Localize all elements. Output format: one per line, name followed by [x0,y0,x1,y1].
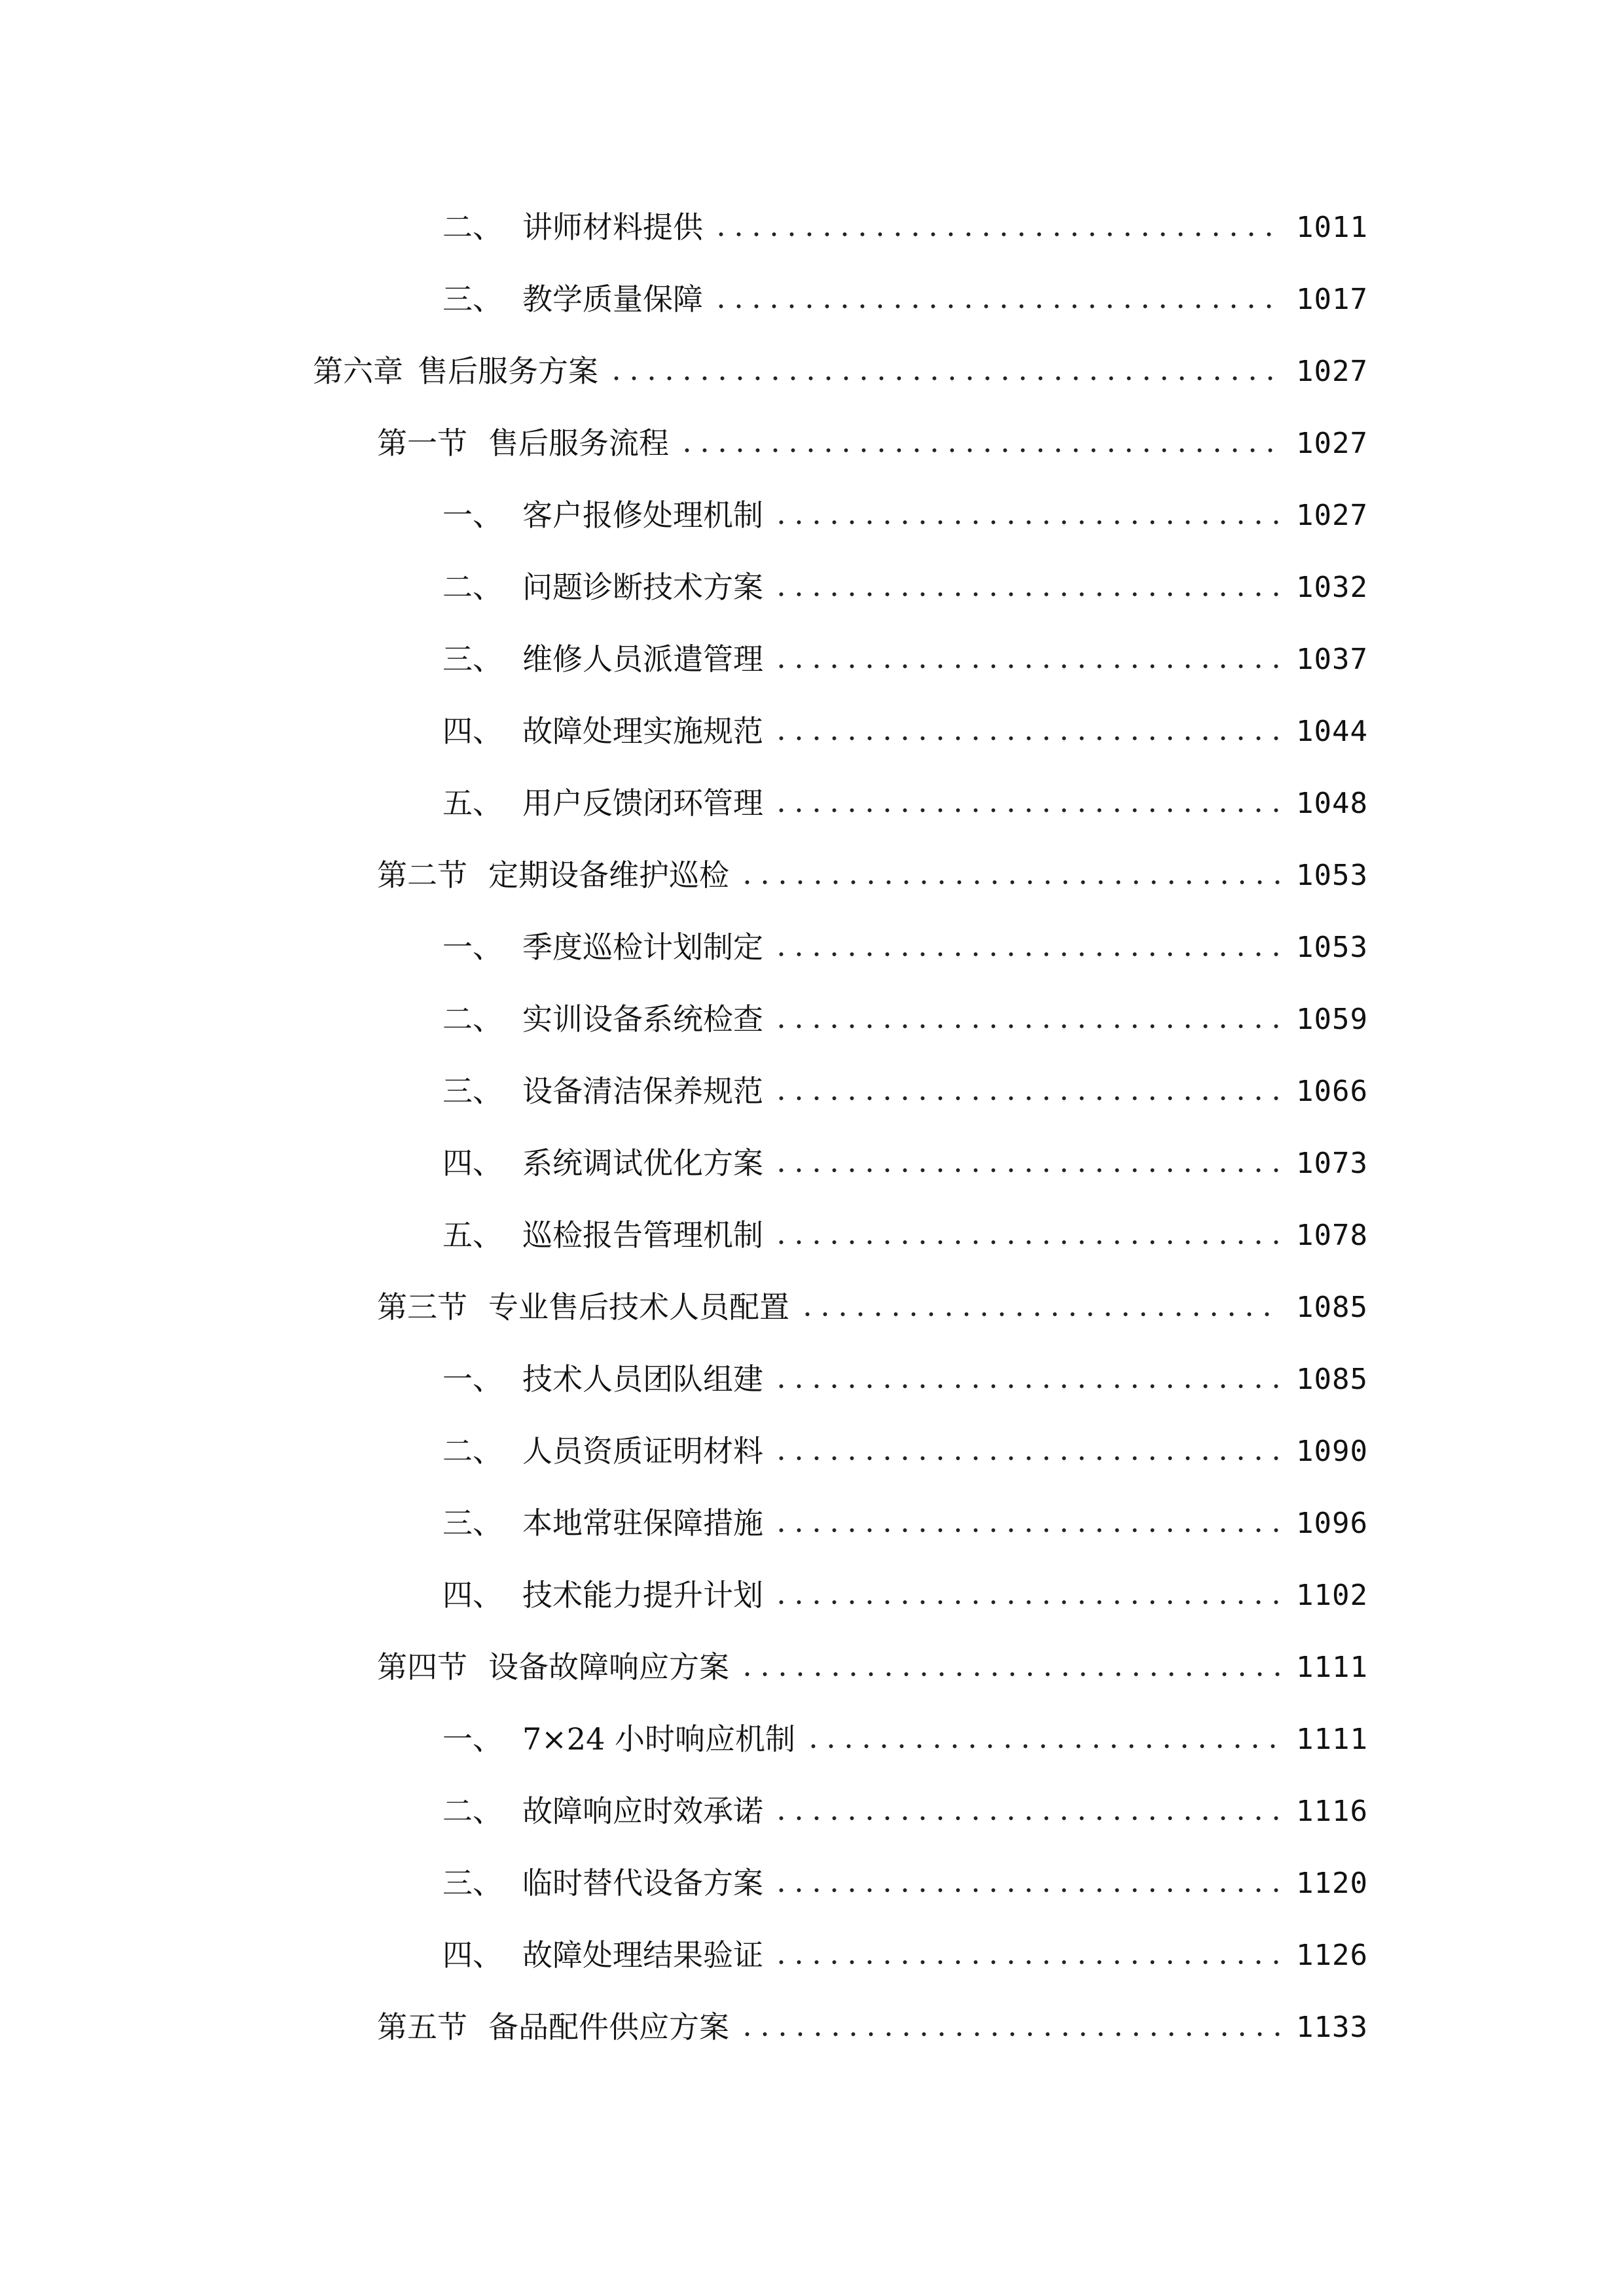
toc-entry-number: 三、 [442,641,503,677]
toc-entry[interactable] [442,910,1368,965]
toc-entry-title: 故障响应时效承诺 [522,1793,763,1829]
toc-entry[interactable] [442,622,1368,677]
dot-leader [772,806,1282,814]
dot-leader [712,302,1282,310]
toc-entry-page: 1027 [1296,499,1368,532]
toc-entry-title: 讲师材料提供 [522,209,703,245]
toc-entry-number: 五、 [442,1217,503,1253]
toc-entry-title: 巡检报告管理机制 [522,1217,763,1253]
toc-entry-title: 人员资质证明材料 [522,1433,763,1469]
toc-entry-title: 系统调试优化方案 [522,1145,763,1181]
toc-entry-section[interactable] [377,1630,1368,1685]
toc-entry-number: 一、 [442,1721,503,1757]
toc-entry-number: 三、 [442,1073,503,1109]
toc-entry-page: 1126 [1296,1939,1368,1972]
toc-entry-page: 1027 [1296,355,1368,388]
dot-leader [772,1238,1282,1246]
toc-entry-page: 1111 [1296,1651,1368,1684]
toc-entry-number: 第二节 [377,857,467,893]
toc-entry-page: 1102 [1296,1579,1368,1612]
dot-leader [804,1742,1282,1750]
toc-entry[interactable] [442,1558,1368,1613]
toc-entry-page: 1011 [1296,211,1368,244]
dot-leader [772,1166,1282,1174]
dot-leader [772,1814,1282,1822]
toc-entry-number: 三、 [442,1865,503,1901]
dot-leader [772,1022,1282,1030]
toc-entry-title: 客户报修处理机制 [522,497,763,533]
toc-entry-title: 定期设备维护巡检 [488,857,729,893]
toc-entry-page: 1032 [1296,571,1368,604]
toc-entry-number: 第一节 [377,425,467,461]
toc-entry-section[interactable] [377,838,1368,893]
toc-entry-section[interactable] [377,1270,1368,1325]
toc-entry-number: 四、 [442,1145,503,1181]
toc-entry-page: 1078 [1296,1219,1368,1252]
toc-entry[interactable] [442,982,1368,1037]
dot-leader [712,230,1282,238]
dot-leader [678,446,1282,454]
toc-entry[interactable] [442,1774,1368,1829]
toc-entry-page: 1037 [1296,643,1368,676]
toc-entry-page: 1066 [1296,1075,1368,1108]
toc-entry-title: 季度巡检计划制定 [522,929,763,965]
toc-entry[interactable] [442,694,1368,749]
toc-entry-number: 第三节 [377,1289,467,1325]
dot-leader [772,950,1282,958]
toc-entry-title: 实训设备系统检查 [522,1001,763,1037]
dot-leader [772,1454,1282,1462]
toc-entry-section[interactable] [377,406,1368,461]
toc-entry-number: 三、 [442,281,503,317]
dot-leader [738,2030,1282,2038]
toc-entry[interactable] [442,262,1368,317]
toc-entry-title: 故障处理结果验证 [522,1937,763,1973]
dot-leader [799,1310,1282,1318]
toc-entry-page: 1053 [1296,931,1368,964]
toc-entry-page: 1085 [1296,1291,1368,1324]
dot-leader [772,1598,1282,1606]
toc-entry-section[interactable] [377,1990,1368,2045]
toc-entry[interactable] [442,1126,1368,1181]
toc-entry[interactable] [442,1414,1368,1469]
toc-entry-number: 四、 [442,1577,503,1613]
toc-entry-number: 一、 [442,929,503,965]
toc-entry-title: 用户反馈闭环管理 [522,785,763,821]
toc-entry-title: 设备故障响应方案 [488,1649,729,1685]
toc-entry[interactable] [442,1342,1368,1397]
dot-leader [738,1670,1282,1678]
toc-entry-page: 1017 [1296,283,1368,316]
toc-entry-title: 维修人员派遣管理 [522,641,763,677]
toc-entry-page: 1048 [1296,787,1368,820]
dot-leader [772,1958,1282,1966]
toc-entry-title: 售后服务流程 [488,425,669,461]
toc-entry-page: 1133 [1296,2011,1368,2044]
dot-leader [772,662,1282,670]
toc-entry-title: 设备清洁保养规范 [522,1073,763,1109]
toc-entry[interactable] [442,478,1368,533]
dot-leader [772,518,1282,526]
toc-entry[interactable] [442,1054,1368,1109]
toc-entry-title: 本地常驻保障措施 [522,1505,763,1541]
toc-entry-title: 技术人员团队组建 [522,1361,763,1397]
toc-entry[interactable] [442,550,1368,605]
toc-entry[interactable] [442,1846,1368,1901]
toc-entry[interactable] [442,1918,1368,1973]
toc-entry-title: 教学质量保障 [522,281,703,317]
toc-entry[interactable] [442,190,1368,245]
toc-entry-page: 1120 [1296,1867,1368,1900]
toc-entry-title: 问题诊断技术方案 [522,569,763,605]
toc-entry-page: 1059 [1296,1003,1368,1036]
toc-entry-number: 第五节 [377,2009,467,2045]
toc-entry-title: 故障处理实施规范 [522,713,763,749]
dot-leader [738,878,1282,886]
dot-leader [772,734,1282,742]
dot-leader [607,374,1282,382]
dot-leader [772,1382,1282,1390]
toc-entry-page: 1073 [1296,1147,1368,1180]
toc-entry-number: 五、 [442,785,503,821]
toc-entry-page: 1044 [1296,715,1368,748]
dot-leader [772,590,1282,598]
toc-entry[interactable] [442,1702,1368,1757]
dot-leader [772,1094,1282,1102]
toc-entry-number: 一、 [442,1361,503,1397]
toc-entry-number: 第四节 [377,1649,467,1685]
toc-entry-number: 二、 [442,1793,503,1829]
toc-entry-page: 1027 [1296,427,1368,460]
toc-entry-number: 二、 [442,209,503,245]
toc-entry-number: 四、 [442,713,503,749]
toc-entry-chapter[interactable] [313,334,1368,389]
dot-leader [772,1526,1282,1534]
toc-entry-title: 售后服务方案 [418,353,598,389]
toc-entry-number: 一、 [442,497,503,533]
toc-entry[interactable] [442,1486,1368,1541]
toc-entry-page: 1085 [1296,1363,1368,1396]
toc-entry-page: 1116 [1296,1795,1368,1828]
toc-entry-number: 二、 [442,569,503,605]
toc-entry-page: 1053 [1296,859,1368,892]
toc-entry-page: 1096 [1296,1507,1368,1540]
toc-entry-number: 四、 [442,1937,503,1973]
toc-entry-title: 专业售后技术人员配置 [488,1289,789,1325]
toc-entry-title: 7×24 小时响应机制 [522,1721,795,1757]
toc-entry-page: 1090 [1296,1435,1368,1468]
toc-entry-title: 临时替代设备方案 [522,1865,763,1901]
toc-entry-title: 技术能力提升计划 [522,1577,763,1613]
dot-leader [772,1886,1282,1894]
toc-entry-number: 第六章 [313,353,403,389]
toc-entry-number: 三、 [442,1505,503,1541]
toc-entry-title: 备品配件供应方案 [488,2009,729,2045]
toc-entry-number: 二、 [442,1001,503,1037]
toc-entry-page: 1111 [1296,1723,1368,1756]
toc-entry[interactable] [442,766,1368,821]
toc-entry-number: 二、 [442,1433,503,1469]
toc-entry[interactable] [442,1198,1368,1253]
